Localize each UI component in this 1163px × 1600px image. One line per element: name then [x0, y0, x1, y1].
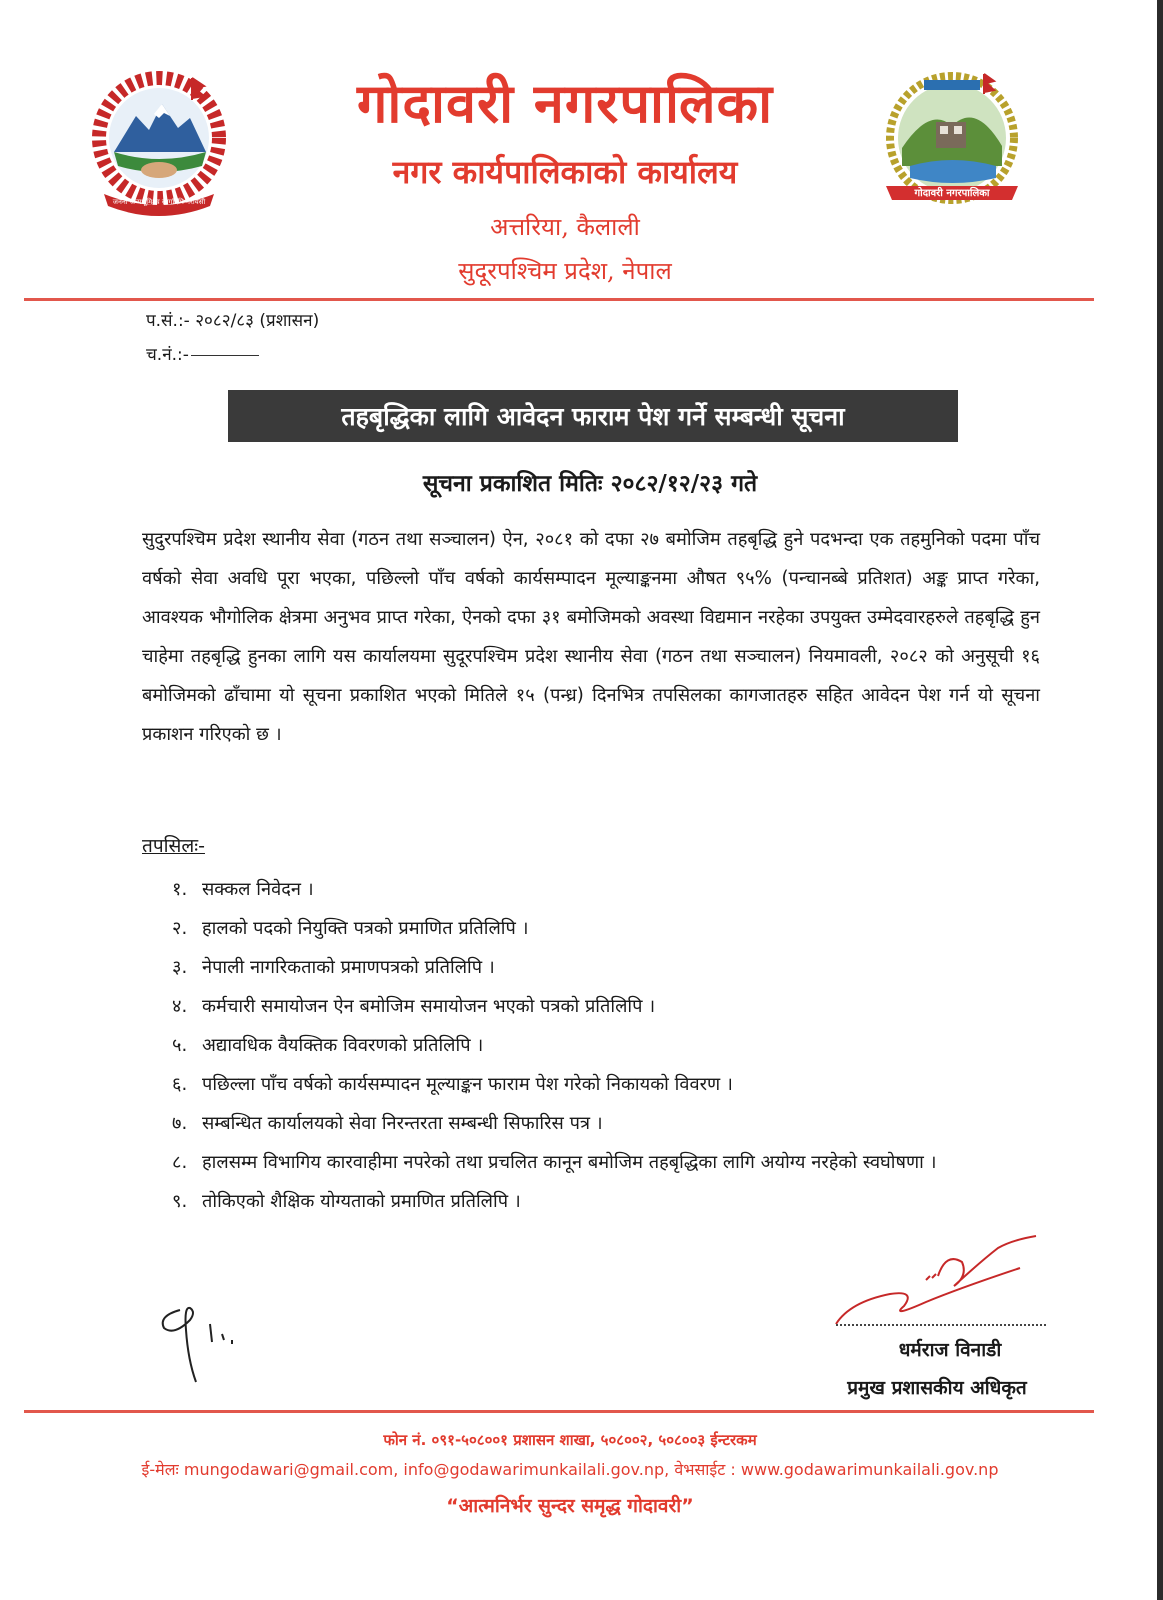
list-item	[172, 1182, 1040, 1221]
list-item-text: पछिल्ला पाँच वर्षको कार्यसम्पादन मूल्याङ्कन फाराम पेश गरेको निकायको विवरण ।	[202, 1074, 733, 1095]
municipality-logo	[880, 66, 1030, 216]
list-item-text: सक्कल निवेदन ।	[202, 879, 314, 900]
officer-signature	[830, 1232, 1050, 1332]
office-address: अत्तरिया, कैलाली	[490, 213, 640, 241]
dispatch-label: च.नं.:-	[146, 345, 189, 365]
footer-contact: ई-मेलः mungodawari@gmail.com, info@godawarimunkailali.gov.np, वेभसाईट : www.godawarimunkailali.gov.np	[141, 1460, 999, 1479]
list-item-text: नेपाली नागरिकताको प्रमाणपत्रको प्रतिलिपि ।	[202, 957, 495, 978]
list-item-number: ८.	[172, 1152, 188, 1173]
footer-phone: फोन नं. ०९१-५०८००१ प्रशासन शाखा, ५०८००२, ५०८००३ ईन्टरकम	[383, 1431, 757, 1449]
list-item-text: कर्मचारी समायोजन ऐन बमोजिम समायोजन भएको पत्रको प्रतिलिपि ।	[202, 996, 656, 1017]
footer-divider	[24, 1410, 1094, 1413]
list-item-text: हालसम्म विभागिय कारवाहीमा नपरेको तथा प्रचलित कानून बमोजिम तहबृद्धिका लागि अयोग्य नरहेको स्वघोषणा ।	[202, 1152, 937, 1173]
list-item	[172, 870, 1040, 909]
reference-number: प.सं.:- २०८२/८३ (प्रशासन)	[146, 311, 320, 331]
list-item-number: ६.	[172, 1074, 188, 1095]
footer-motto: “आत्मनिर्भर सुन्दर समृद्ध गोदावरी”	[446, 1495, 694, 1517]
signatory-name: धर्मराज विनाडी	[898, 1339, 1002, 1361]
list-item-number: ४.	[172, 996, 188, 1017]
list-item-number: १.	[172, 879, 188, 900]
list-item	[172, 1104, 1040, 1143]
list-item-text: सम्बन्धित कार्यालयको सेवा निरन्तरता सम्बन्धी सिफारिस पत्र ।	[202, 1113, 603, 1134]
initial-signature	[150, 1290, 260, 1390]
list-item-text: अद्यावधिक वैयक्तिक विवरणको प्रतिलिपि ।	[202, 1035, 484, 1056]
list-item-number: ९.	[172, 1191, 188, 1212]
list-item	[172, 1143, 1040, 1182]
list-item-text: तोकिएको शैक्षिक योग्यताको प्रमाणित प्रतिलिपि ।	[202, 1191, 521, 1212]
list-item	[172, 1065, 1040, 1104]
list-item-number: ३.	[172, 957, 188, 978]
list-heading: तपसिलः-	[142, 835, 205, 857]
list-item	[172, 987, 1040, 1026]
list-item	[172, 909, 1040, 948]
dispatch-number	[146, 342, 259, 365]
office-name: नगर कार्यपालिकाको कार्यालय	[392, 153, 738, 191]
list-item-number: ७.	[172, 1113, 188, 1134]
province-name: सुदूरपश्चिम प्रदेश, नेपाल	[458, 257, 672, 285]
signatory-title: प्रमुख प्रशासकीय अधिकृत	[847, 1377, 1027, 1399]
notice-subject: तहबृद्धिका लागि आवेदन फाराम पेश गर्ने सम्बन्धी सूचना	[228, 390, 958, 442]
list-item	[172, 1026, 1040, 1065]
header-divider	[24, 298, 1094, 301]
list-item-text: हालको पदको नियुक्ति पत्रको प्रमाणित प्रतिलिपि ।	[202, 918, 529, 939]
nepal-emblem-logo	[74, 66, 244, 216]
notice-body: सुदुरपश्चिम प्रदेश स्थानीय सेवा (गठन तथा सञ्चालन) ऐन, २०८१ को दफा २७ बमोजिम तहबृद्धि हुने पदभन्दा एक तहमुनिको पदमा पाँच वर्षको सेवा अवधि पूरा भएका, पछिल्लो पाँच वर्षको कार्यसम्पादन मूल्याङ्कनमा औषत ९५% (पन्चानब्बे प्रतिशत) अङ्क प्राप्त गरेका, आवश्यक भौगोलिक क्षेत्रमा अनुभव प्राप्त गरेका, ऐनको दफा ३१ बमोजिमको अवस्था विद्यमान नरहेका उपयुक्त उम्मेदवारहरुले तहबृद्धि हुन चाहेमा तहबृद्धि हुनका लागि यस कार्यालयमा सुदूरपश्चिम प्रदेश स्थानीय सेवा (गठन तथा सञ्चालन) नियमावली, २०८२ को अनुसूची १६ बमोजिमको ढाँचामा यो सूचना प्रकाशित भएको मितिले १५ (पन्ध्र) दिनभित्र तपसिलका कागजातहरु सहित आवेदन पेश गर्न यो सूचना प्रकाशन गरिएको छ ।	[142, 529, 1040, 745]
municipality-title: गोदावरी नगरपालिका	[356, 71, 774, 135]
emblem-motto: जननी जन्मभूमिश्च स्वर्गादपि गरीयसी	[112, 198, 206, 206]
list-item-number: २.	[172, 918, 188, 939]
dispatch-blank	[191, 355, 259, 356]
list-item	[172, 948, 1040, 987]
logo-ribbon-text: गोदावरी नगरपालिका	[914, 188, 990, 199]
signature-line	[836, 1324, 1046, 1326]
document-list	[172, 870, 1040, 1221]
list-item-number: ५.	[172, 1035, 188, 1056]
published-date: सूचना प्रकाशित मितिः २०८२/१२/२३ गते	[422, 471, 758, 497]
scan-edge	[1157, 0, 1163, 1600]
